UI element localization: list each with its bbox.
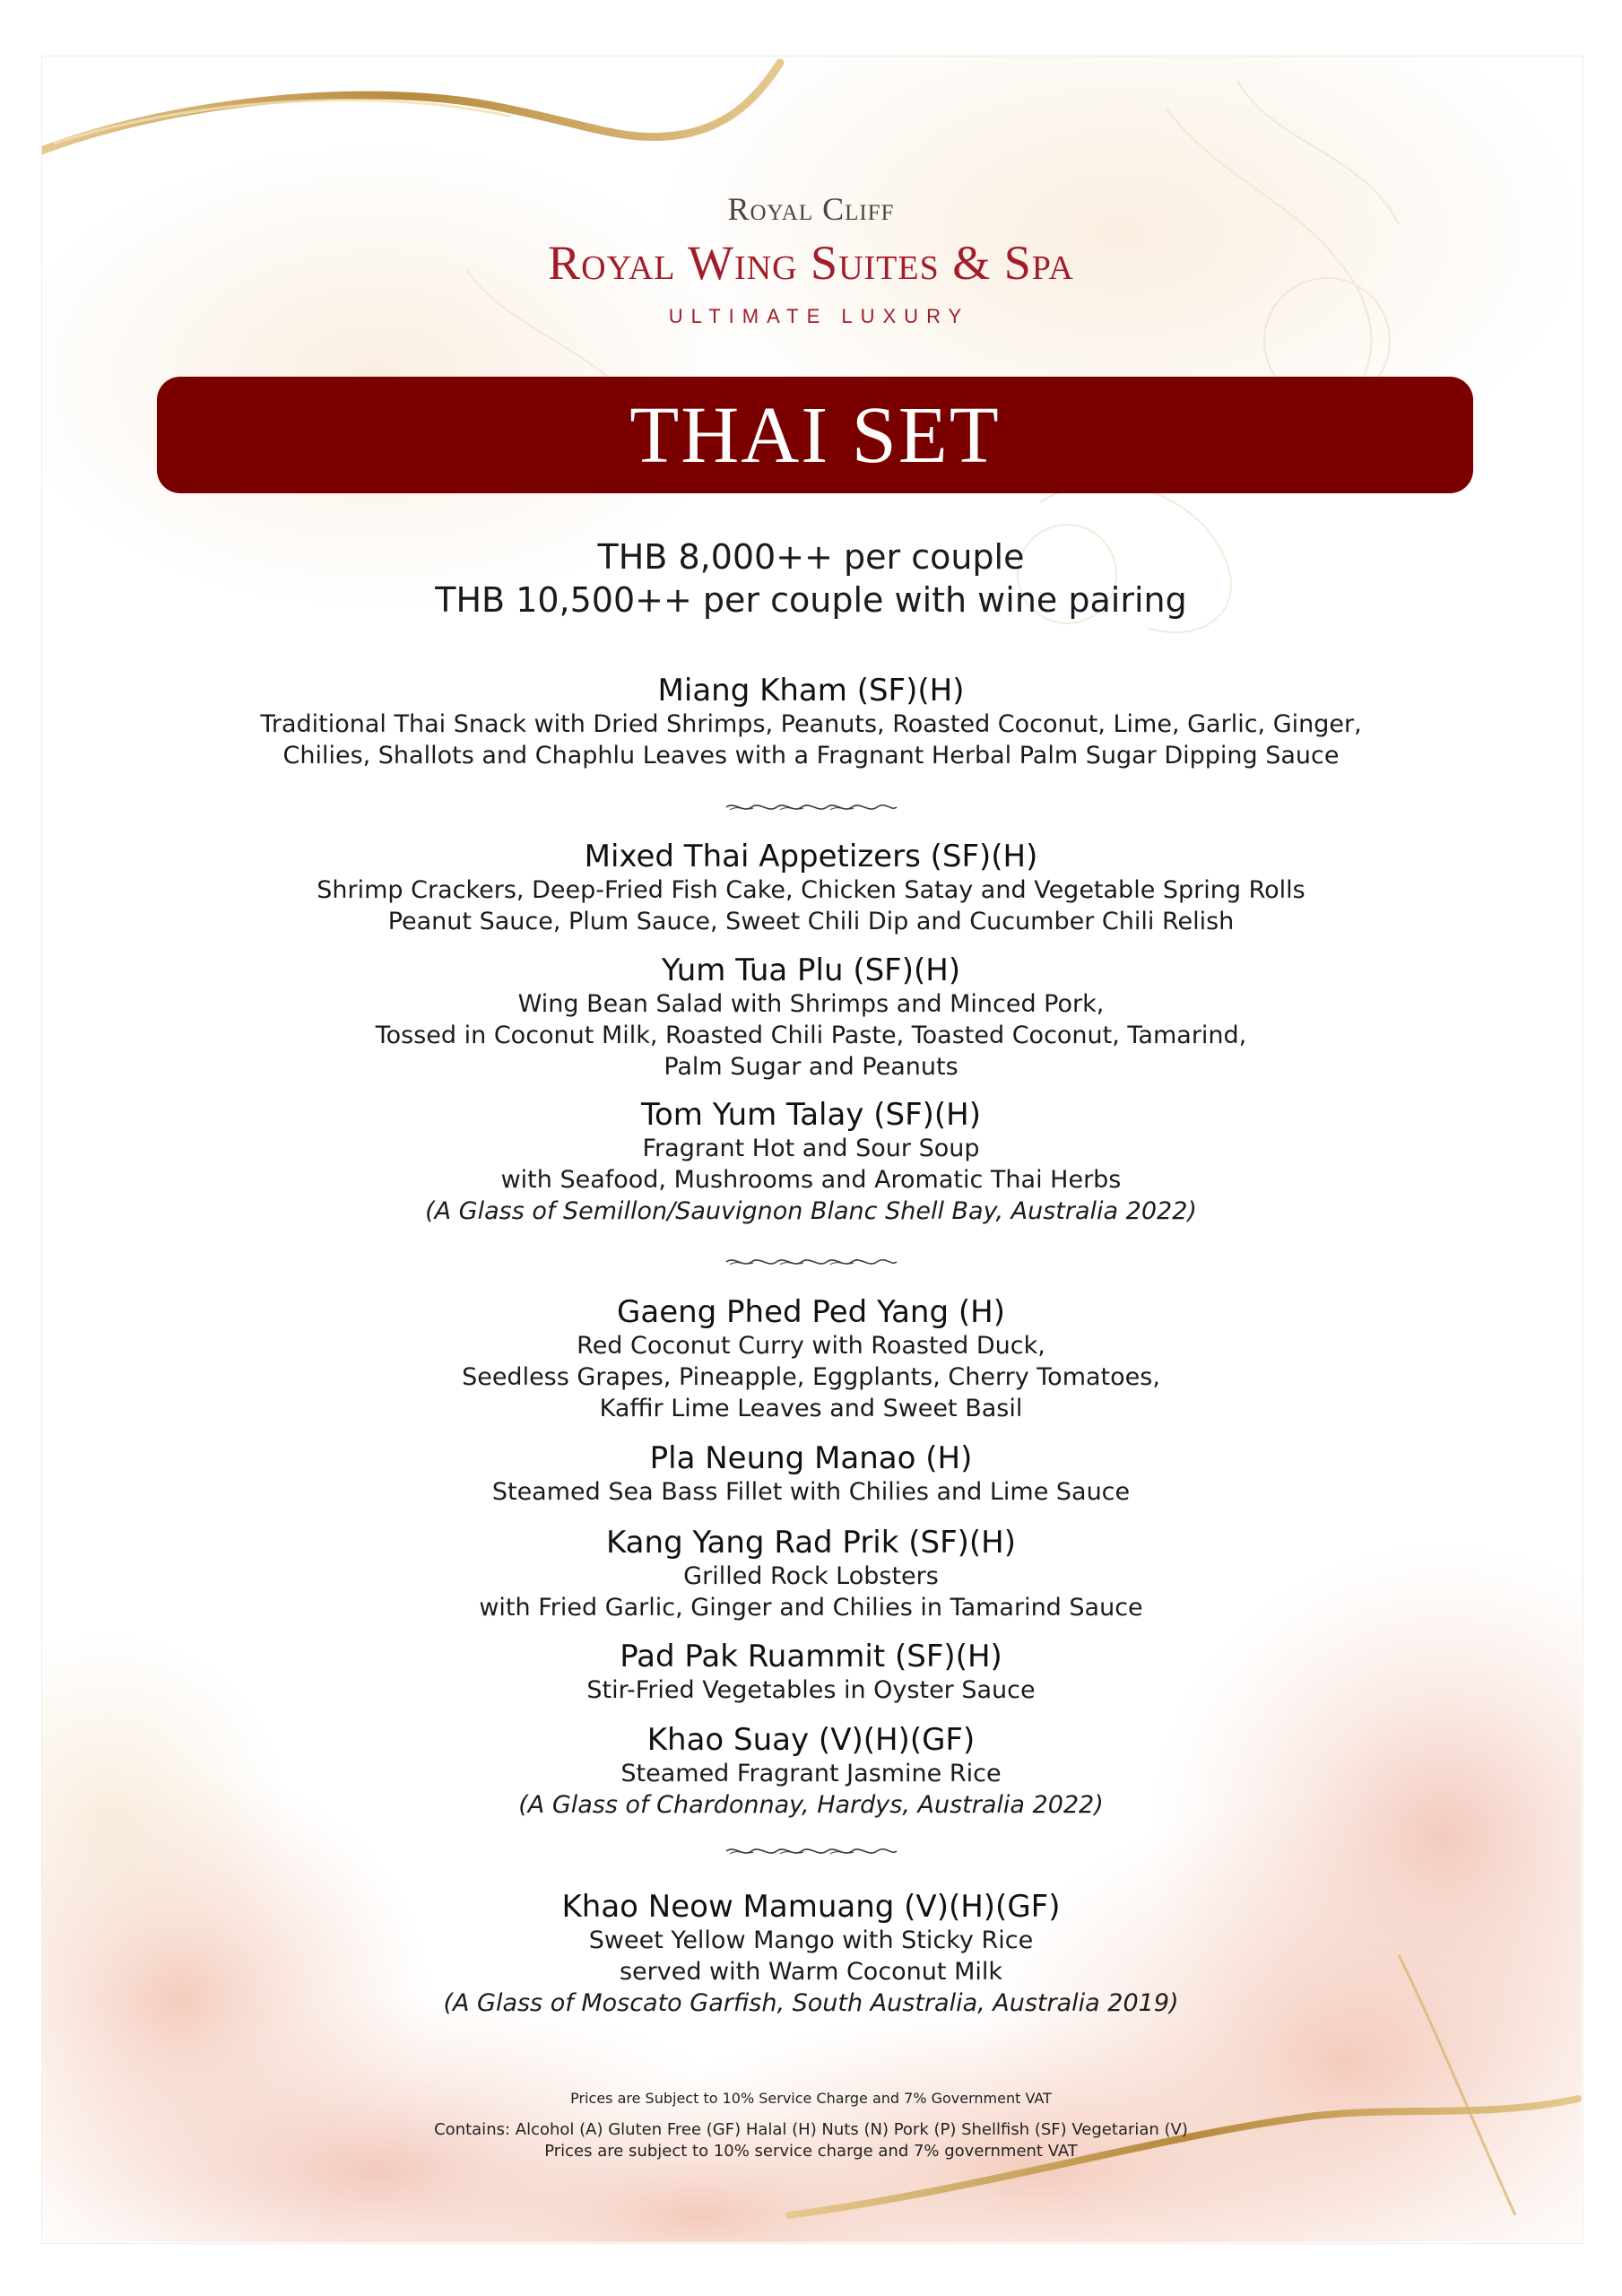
dish-pad-pak-ruammit — [0, 1639, 1622, 1706]
brand-name-top: Royal Cliff — [727, 191, 895, 227]
dish-name: Mixed Thai Appetizers (SF)(H) — [584, 839, 1038, 874]
dish-description: Chilies, Shallots and Chaphlu Leaves with a Fragnant Herbal Palm Sugar Dipping Sauce — [282, 742, 1340, 770]
title-banner — [157, 377, 1473, 493]
dish-name: Kang Yang Rad Prik (SF)(H) — [605, 1525, 1017, 1561]
dish-name: Khao Neow Mamuang (V)(H)(GF) — [561, 1889, 1061, 1925]
price-wine-pairing: THB 10,500++ per couple with wine pairing — [435, 580, 1187, 620]
dish-description: Palm Sugar and Peanuts — [664, 1053, 958, 1081]
dish-description: Kaffir Lime Leaves and Sweet Basil — [599, 1395, 1023, 1422]
dish-gaeng-phed-ped-yang — [0, 1294, 1622, 1424]
dish-description: Traditional Thai Snack with Dried Shrimps, Peanuts, Roasted Coconut, Lime, Garlic, Ginger, — [260, 710, 1362, 738]
dish-name: Pad Pak Ruammit (SF)(H) — [620, 1639, 1002, 1674]
ornament-divider — [724, 1256, 898, 1268]
service-charge-note: Prices are Subject to 10% Service Charge and 7% Government VAT — [570, 2090, 1052, 2107]
dish-description: Wing Bean Salad with Shrimps and Minced Pork, — [517, 990, 1105, 1018]
page-title: THAI SET — [629, 390, 1001, 480]
dish-mixed-thai-appetizers — [0, 839, 1622, 937]
dish-pla-neung-manao — [0, 1440, 1622, 1508]
dish-name: Yum Tua Plu (SF)(H) — [661, 952, 961, 988]
dish-name: Tom Yum Talay (SF)(H) — [640, 1097, 981, 1133]
dish-name: Pla Neung Manao (H) — [649, 1440, 973, 1476]
dish-description: Stir-Fried Vegetables in Oyster Sauce — [586, 1676, 1036, 1704]
dish-yum-tua-plu — [0, 952, 1622, 1083]
allergen-legend: Contains: Alcohol (A) Gluten Free (GF) Halal (H) Nuts (N) Pork (P) Shellfish (SF) Vegetarian (V) — [434, 2120, 1188, 2139]
dish-description: with Seafood, Mushrooms and Aromatic Thai Herbs — [500, 1166, 1122, 1194]
dish-description: with Fried Garlic, Ginger and Chilies in Tamarind Sauce — [479, 1594, 1143, 1622]
dish-description: served with Warm Coconut Milk — [619, 1958, 1003, 1986]
dish-tom-yum-talay — [0, 1097, 1622, 1227]
dish-description: Tossed in Coconut Milk, Roasted Chili Paste, Toasted Coconut, Tamarind, — [375, 1022, 1247, 1049]
dish-name: Khao Suay (V)(H)(GF) — [646, 1722, 976, 1758]
service-charge-note-secondary: Prices are subject to 10% service charge and 7% government VAT — [544, 2142, 1078, 2161]
dish-description: Fragrant Hot and Sour Soup — [642, 1135, 980, 1162]
dish-description: Seedless Grapes, Pineapple, Eggplants, Cherry Tomatoes, — [462, 1363, 1160, 1391]
dish-description: Sweet Yellow Mango with Sticky Rice — [588, 1926, 1034, 1954]
ornament-divider — [724, 801, 898, 813]
dish-description: Steamed Fragrant Jasmine Rice — [620, 1760, 1002, 1787]
price-per-couple: THB 8,000++ per couple — [597, 537, 1025, 577]
brand-name-main: Royal Wing Suites & Spa — [548, 236, 1074, 290]
wine-pairing: (A Glass of Chardonnay, Hardys, Australia 2022) — [518, 1791, 1104, 1819]
brand-tagline: ULTIMATE LUXURY — [668, 305, 970, 327]
dish-kang-yang-rad-prik — [0, 1525, 1622, 1623]
dish-description: Shrimp Crackers, Deep-Fried Fish Cake, Chicken Satay and Vegetable Spring Rolls — [317, 876, 1305, 904]
dish-khao-suay — [0, 1722, 1622, 1821]
dish-name: Gaeng Phed Ped Yang (H) — [617, 1294, 1005, 1330]
ornament-divider — [724, 1845, 898, 1857]
dish-miang-kham — [0, 673, 1622, 771]
wine-pairing: (A Glass of Moscato Garfish, South Australia, Australia 2019) — [443, 1989, 1179, 2017]
dish-description: Grilled Rock Lobsters — [683, 1562, 939, 1590]
dish-name: Miang Kham (SF)(H) — [657, 673, 965, 709]
dish-description: Red Coconut Curry with Roasted Duck, — [577, 1332, 1045, 1360]
dish-description: Steamed Sea Bass Fillet with Chilies and Lime Sauce — [491, 1478, 1131, 1506]
dish-khao-neow-mamuang — [0, 1889, 1622, 2019]
dish-description: Peanut Sauce, Plum Sauce, Sweet Chili Dip and Cucumber Chili Relish — [387, 908, 1235, 935]
wine-pairing: (A Glass of Semillon/Sauvignon Blanc Shell Bay, Australia 2022) — [425, 1197, 1197, 1225]
